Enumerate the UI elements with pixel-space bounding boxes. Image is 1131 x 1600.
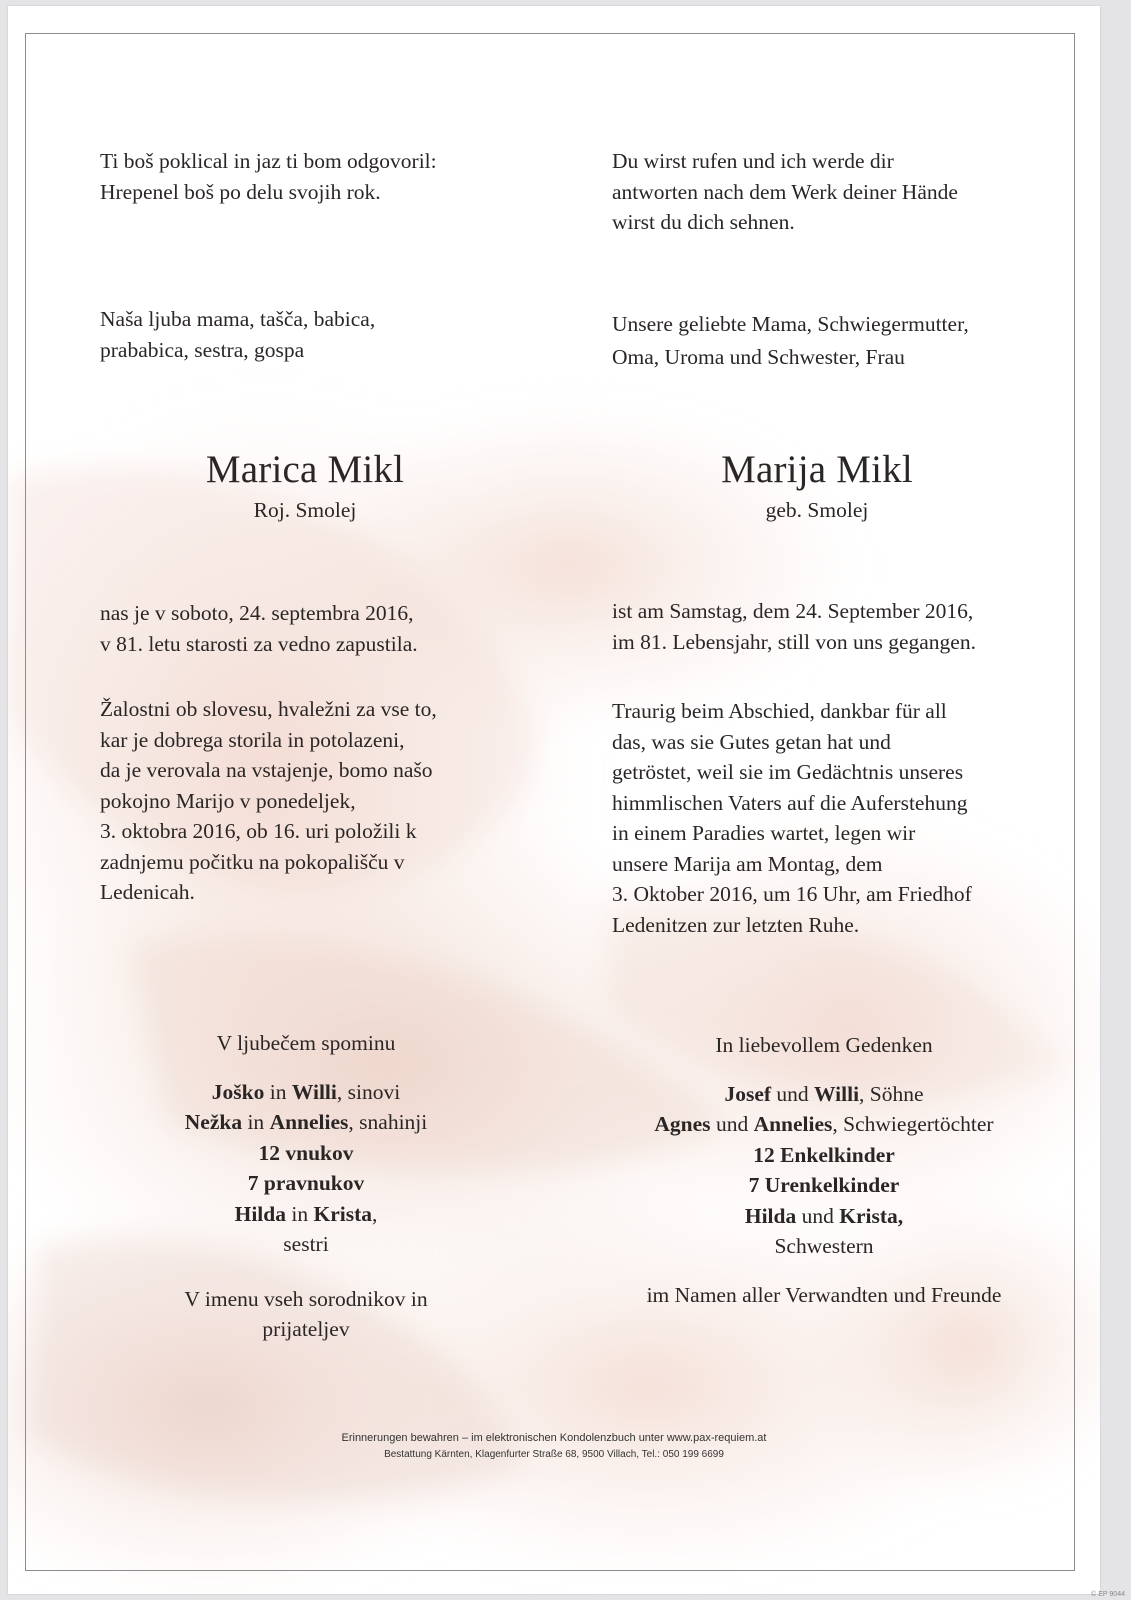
deceased-name-german: Marija Mikl <box>721 448 913 491</box>
maiden-name-german: geb. Smolej <box>765 498 869 522</box>
mourners-slovene <box>100 1028 512 1345</box>
mourners-grandchildren-slovene <box>100 1138 512 1169</box>
mourners-sons-slovene <box>100 1077 512 1108</box>
relation-label: , sinovi <box>336 1079 401 1104</box>
death-notice-slovene: nas je v soboto, 24. septembra 2016, v 81. letu starosti za vedno zapustila. <box>100 601 418 656</box>
conjunction: in <box>264 1079 292 1104</box>
son-name: Josef <box>724 1081 772 1106</box>
conjunction: und <box>710 1112 754 1136</box>
footer-address-line: Bestattung Kärnten, Klagenfurter Straße 68, 9500 Villach, Tel.: 050 199 6699 <box>384 1449 724 1460</box>
sister-name: Krista, <box>839 1203 904 1228</box>
death-notice-german: ist am Samstag, dem 24. September 2016, im 81. Lebensjahr, still von uns gegangen. <box>612 599 976 654</box>
intro-slovene: Naša ljuba mama, tašča, babica, prababica, sestra, gospa <box>100 307 376 362</box>
mourners-greatgrandchildren-german <box>612 1170 1036 1201</box>
mourners-german <box>612 1030 1036 1310</box>
mourners-sisters-german <box>612 1201 1036 1232</box>
mourners-sisters-label-slovene: sestri <box>283 1232 329 1256</box>
son-name: Willi <box>291 1079 337 1104</box>
relation-label: , snahinji <box>348 1110 428 1134</box>
mourners-sisters-label-german: Schwestern <box>774 1234 874 1258</box>
funeral-notice-german: Traurig beim Abschied, dankbar für all das, was sie Gutes getan hat und getröstet, weil sie im Gedächtnis unseres himmlischen Vaters auf die Auferstehung in einem Paradies wartet, legen wir unsere Marija am Montag, dem 3. Oktober 2016, um 16 Uhr, am Friedhof Ledenitzen zur letzten Ruhe. <box>612 699 972 937</box>
relation-label: , Schwiegertöchter <box>832 1112 994 1136</box>
greatgrandchildren-count: 7 pravnukov <box>247 1171 365 1195</box>
mourners-heading-slovene: V ljubečem spominu <box>216 1031 396 1055</box>
mourners-heading-german: In liebevollem Gedenken <box>715 1033 933 1057</box>
grandchildren-count: 12 vnukov <box>258 1140 354 1165</box>
mourners-daughters-in-law-german <box>612 1109 1036 1140</box>
obituary-sheet <box>8 6 1100 1594</box>
deceased-name-slovene: Marica Mikl <box>205 448 405 491</box>
print-code: © EP 9044 <box>1091 1591 1125 1598</box>
intro-german: Unsere geliebte Mama, Schwiegermutter, Oma, Uroma und Schwester, Frau <box>612 312 969 369</box>
conjunction: und <box>796 1203 840 1228</box>
mourners-greatgrandchildren-slovene <box>100 1168 512 1199</box>
conjunction: in <box>286 1201 314 1226</box>
relation-label: , Söhne <box>859 1081 924 1106</box>
sister-name: Hilda <box>234 1201 286 1226</box>
conjunction: und <box>771 1081 815 1106</box>
daughter-in-law-name: Nežka <box>184 1110 243 1134</box>
verse-slovene: Ti boš poklical in jaz ti bom odgovoril: Hrepenel boš po delu svojih rok. <box>100 149 437 204</box>
son-name: Joško <box>211 1079 265 1104</box>
sister-name: Hilda <box>744 1203 797 1228</box>
mourners-sons-german <box>612 1079 1036 1110</box>
mourners-sisters-slovene <box>100 1199 512 1230</box>
greatgrandchildren-count: 7 Urenkelkinder <box>748 1173 900 1197</box>
daughter-in-law-name: Annelies <box>269 1110 349 1134</box>
verse-german: Du wirst rufen und ich werde dir antworten nach dem Werk deiner Hände wirst du dich sehnen. <box>612 149 958 234</box>
punctuation: , <box>372 1201 378 1226</box>
conjunction: in <box>242 1110 270 1134</box>
name-block-slovene <box>100 448 510 524</box>
footer-condolence-line: Erinnerungen bewahren – im elektronischen Kondolenzbuch unter www.pax-requiem.at <box>341 1432 767 1444</box>
maiden-name-slovene: Roj. Smolej <box>253 498 357 522</box>
name-block-german <box>612 448 1022 524</box>
mourners-daughters-in-law-slovene <box>100 1107 512 1138</box>
son-name: Willi <box>814 1081 860 1106</box>
sister-name: Krista <box>313 1201 373 1226</box>
mourners-closing-slovene: V imenu vseh sorodnikov in prijateljev <box>184 1286 428 1341</box>
mourners-closing-german: im Namen aller Verwandten und Freunde <box>646 1282 1002 1307</box>
grandchildren-count: 12 Enkelkinder <box>753 1142 895 1167</box>
funeral-notice-slovene: Žalostni ob slovesu, hvaležni za vse to, kar je dobrega storila in potolazeni, da je verovala na vstajenje, bomo našo pokojno Marijo v ponedeljek, 3. oktobra 2016, ob 16. uri položili k zadnjemu počitku na pokopališču v Ledenicah. <box>100 697 437 904</box>
daughter-in-law-name: Agnes <box>654 1112 711 1136</box>
mourners-grandchildren-german <box>612 1140 1036 1171</box>
daughter-in-law-name: Annelies <box>753 1112 833 1136</box>
